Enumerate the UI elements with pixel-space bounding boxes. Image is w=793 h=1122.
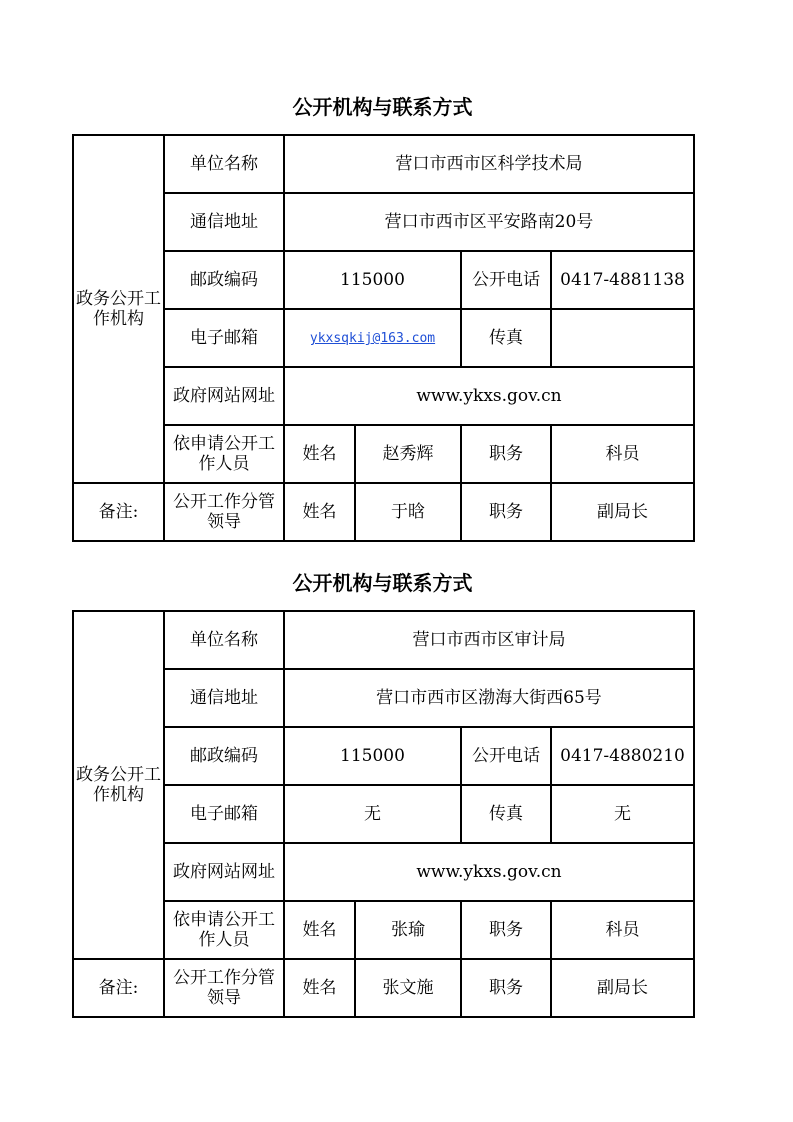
postcode-value: 115000 — [284, 727, 461, 785]
address-label: 通信地址 — [164, 669, 284, 727]
unit-name-value: 营口市西市区审计局 — [284, 611, 694, 669]
staff-name-label: 姓名 — [284, 425, 355, 483]
email-link[interactable]: ykxsqkij@163.com — [309, 331, 436, 346]
leader-title-label: 职务 — [461, 483, 551, 541]
postcode-label: 邮政编码 — [164, 251, 284, 309]
leader-label: 公开工作分管领导 — [164, 483, 284, 541]
address-label: 通信地址 — [164, 193, 284, 251]
group-label: 政务公开工作机构 — [73, 611, 164, 959]
email-value: 无 — [284, 785, 461, 843]
leader-title-label: 职务 — [461, 959, 551, 1017]
leader-name-value: 张文施 — [355, 959, 461, 1017]
address-value: 营口市西市区平安路南20号 — [284, 193, 694, 251]
leader-title-value: 副局长 — [551, 959, 694, 1017]
phone-label: 公开电话 — [461, 727, 551, 785]
contact-table-1 — [72, 134, 695, 542]
leader-label: 公开工作分管领导 — [164, 959, 284, 1017]
staff-title-label: 职务 — [461, 425, 551, 483]
fax-label: 传真 — [461, 785, 551, 843]
phone-value: 0417-4880210 — [551, 727, 694, 785]
staff-label: 依申请公开工作人员 — [164, 425, 284, 483]
unit-name-label: 单位名称 — [164, 611, 284, 669]
page-title: 公开机构与联系方式 — [292, 571, 473, 595]
staff-name-label: 姓名 — [284, 901, 355, 959]
staff-name-value: 张瑜 — [355, 901, 461, 959]
unit-name-label: 单位名称 — [164, 135, 284, 193]
leader-name-label: 姓名 — [284, 959, 355, 1017]
contact-table-2 — [72, 610, 695, 1018]
email-label: 电子邮箱 — [164, 309, 284, 367]
staff-title-label: 职务 — [461, 901, 551, 959]
fax-label: 传真 — [461, 309, 551, 367]
postcode-label: 邮政编码 — [164, 727, 284, 785]
postcode-value: 115000 — [284, 251, 461, 309]
address-value: 营口市西市区渤海大街西65号 — [284, 669, 694, 727]
email-cell — [284, 309, 461, 367]
website-label: 政府网站网址 — [164, 843, 284, 901]
unit-name-value: 营口市西市区科学技术局 — [284, 135, 694, 193]
staff-label: 依申请公开工作人员 — [164, 901, 284, 959]
note-label: 备注: — [73, 483, 164, 541]
staff-title-value: 科员 — [551, 425, 694, 483]
website-value: www.ykxs.gov.cn — [284, 843, 694, 901]
phone-label: 公开电话 — [461, 251, 551, 309]
group-label: 政务公开工作机构 — [73, 135, 164, 483]
staff-title-value: 科员 — [551, 901, 694, 959]
fax-value — [551, 309, 694, 367]
email-label: 电子邮箱 — [164, 785, 284, 843]
staff-name-value: 赵秀辉 — [355, 425, 461, 483]
leader-name-label: 姓名 — [284, 483, 355, 541]
page-title: 公开机构与联系方式 — [292, 95, 473, 119]
leader-name-value: 于晗 — [355, 483, 461, 541]
website-value: www.ykxs.gov.cn — [284, 367, 694, 425]
fax-value: 无 — [551, 785, 694, 843]
website-label: 政府网站网址 — [164, 367, 284, 425]
leader-title-value: 副局长 — [551, 483, 694, 541]
note-label: 备注: — [73, 959, 164, 1017]
phone-value: 0417-4881138 — [551, 251, 694, 309]
